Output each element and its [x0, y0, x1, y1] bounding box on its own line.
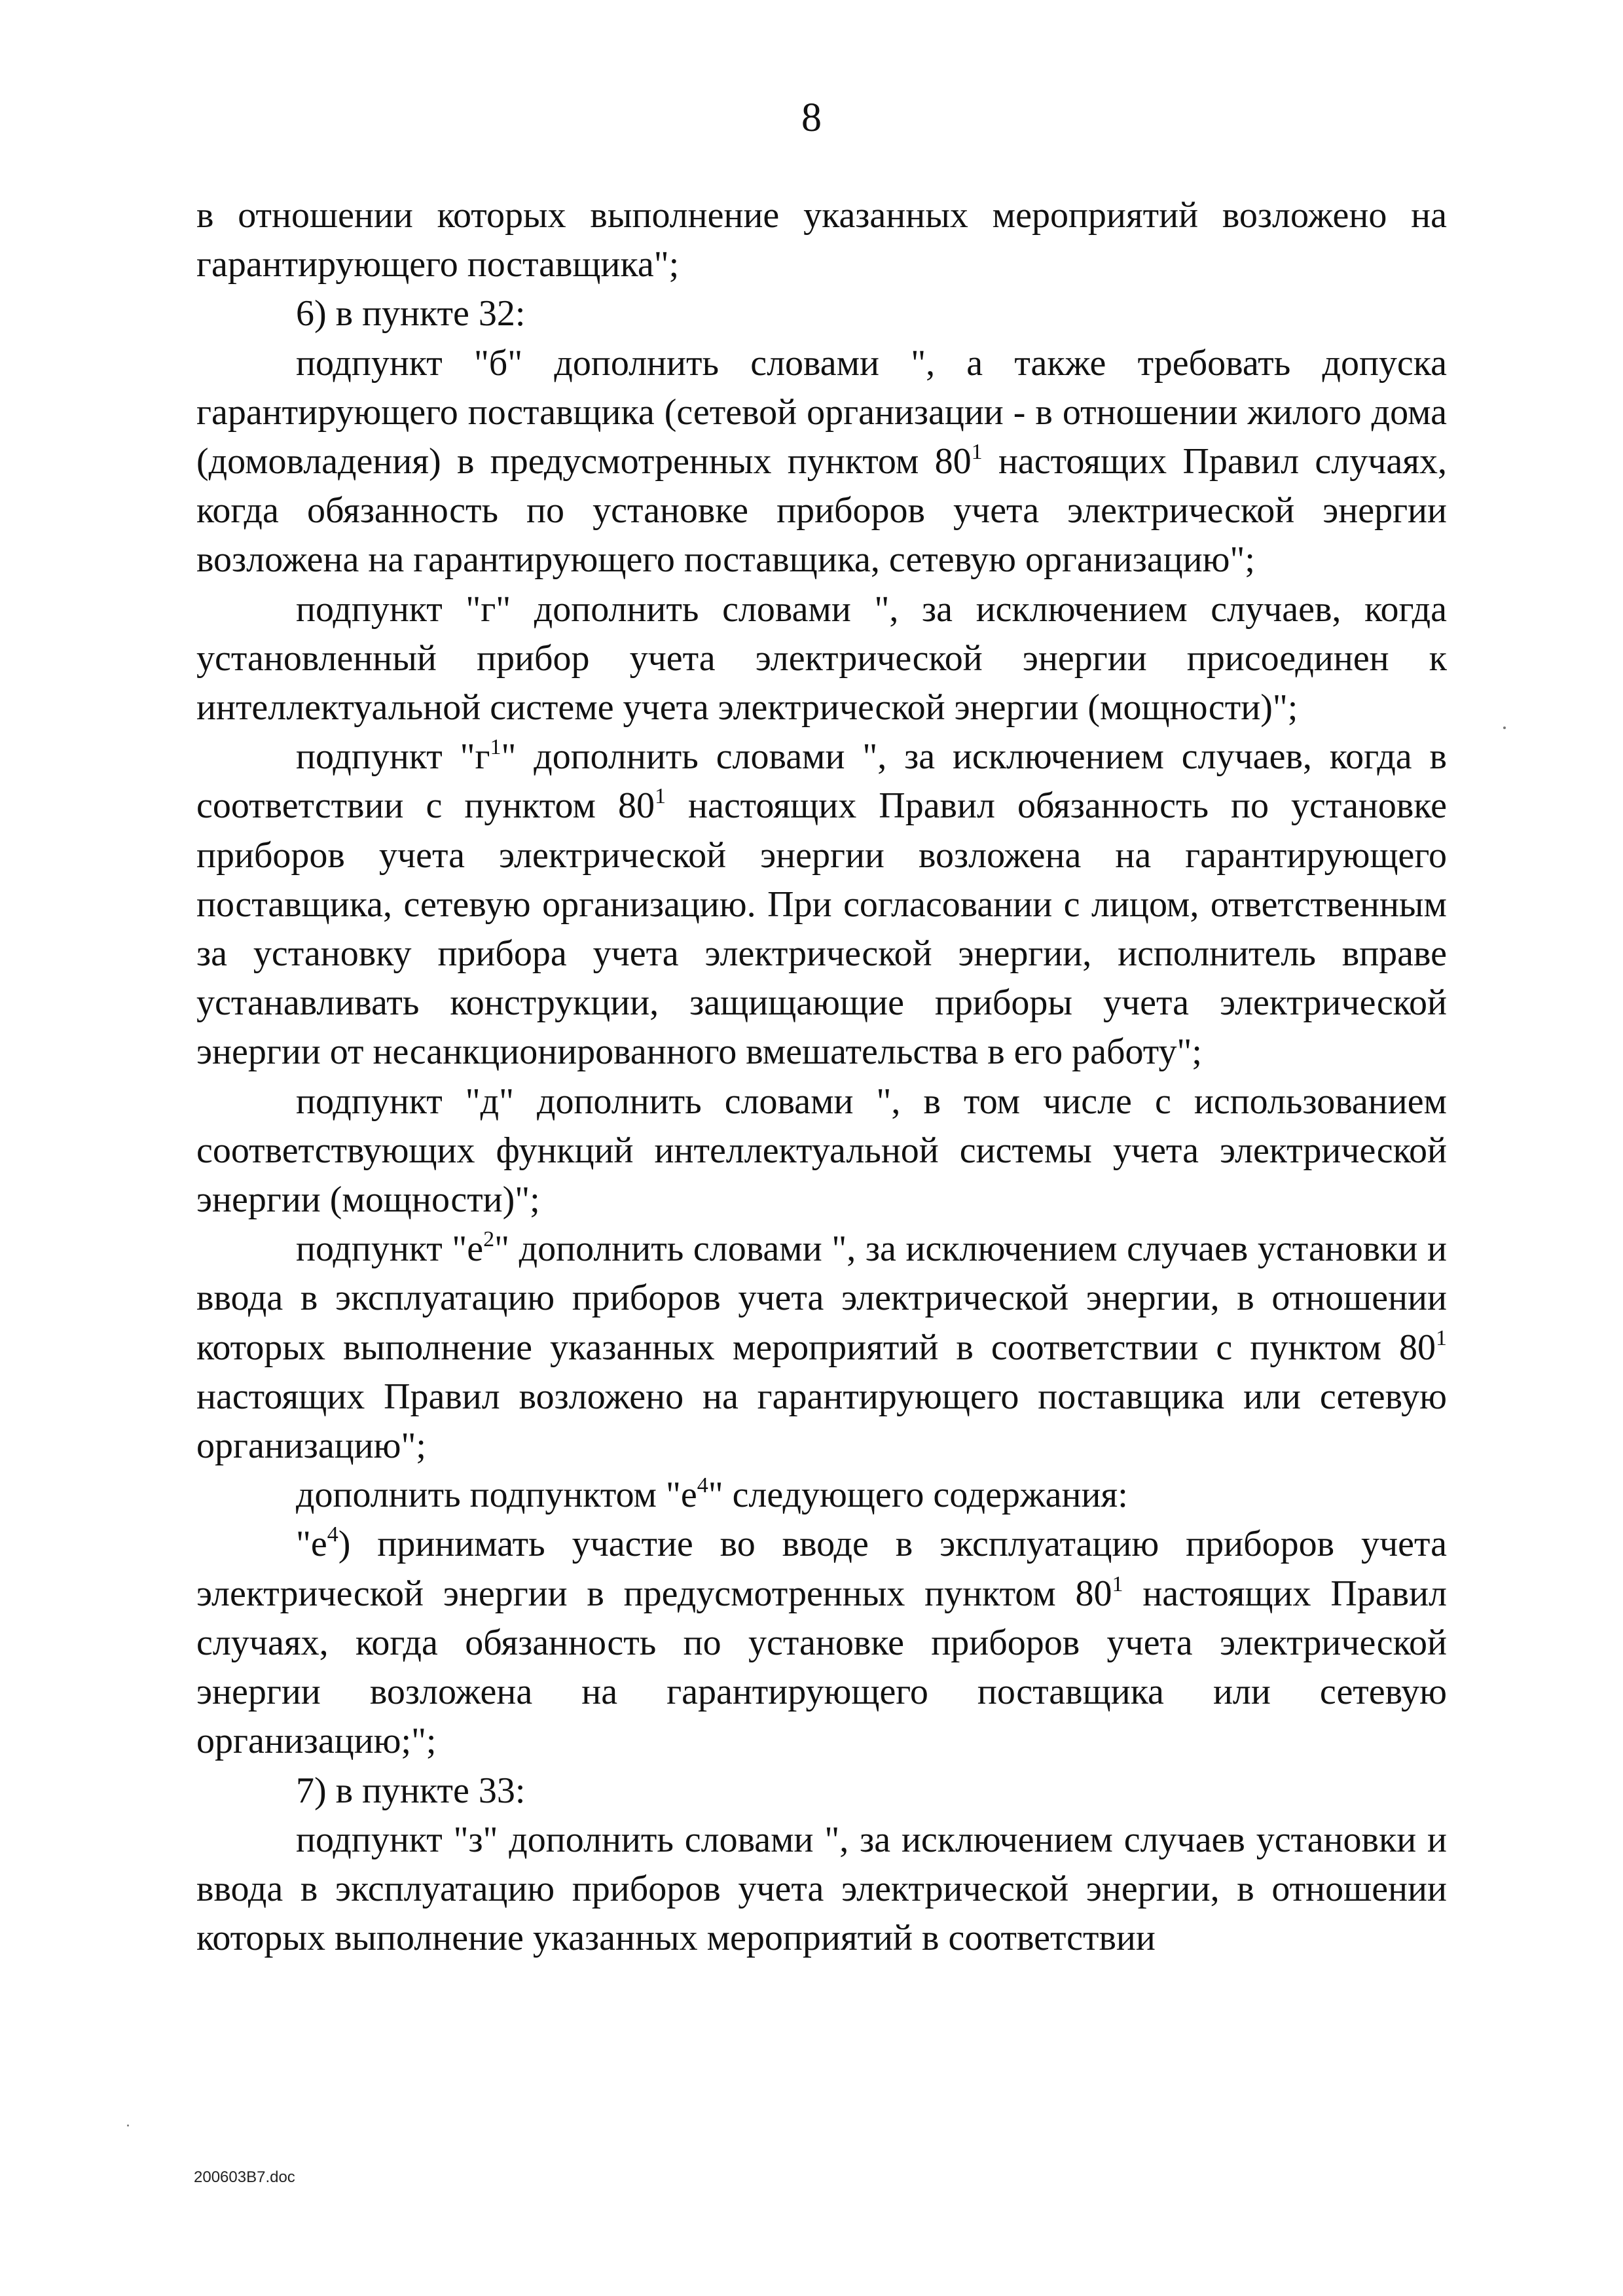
paragraph-subitem-g: подпункт "г" дополнить словами ", за исключением случаев, когда установленный прибор учета электрической энергии присоединен к интеллектуальной системе учета электрической энергии (мощности)";	[196, 588, 1447, 728]
superscript: 1	[490, 735, 501, 760]
paragraph-subitem-e2: подпункт "$е^2$" дополнить словами ", за исключением случаев установки и ввода в эксплуатацию приборов учета электрической энергии, в отношении которых выполнение указанных мероприятий в соответствии с пунктом $80^1$ настоящих Правил возложено на гарантирующего поставщика или сетевую организацию";	[196, 1227, 1447, 1467]
paragraph-subitem-z: подпункт "з" дополнить словами ", за исключением случаев установки и ввода в эксплуатацию приборов учета электрической энергии, в отношении которых выполнение указанных мероприятий в соответствии	[196, 1819, 1447, 1959]
footer-filename: 200603B7.doc	[194, 2168, 295, 2186]
paragraph-subitem-d: подпункт "д" дополнить словами ", в том числе с использованием соответствующих функций интеллектуальной системы учета электрической энергии (мощности)";	[196, 1081, 1447, 1221]
superscript: 4	[697, 1473, 708, 1498]
superscript: 1	[1112, 1571, 1123, 1596]
superscript: 1	[654, 784, 666, 809]
paragraph-item-6-heading: 6) в пункте 32:	[296, 293, 526, 334]
page-number: 8	[801, 96, 822, 140]
superscript: 1	[1436, 1325, 1447, 1350]
scan-speck	[127, 2125, 129, 2126]
paragraph-subitem-e4-text: "$е^4$) принимать участие во вводе в эксплуатацию приборов учета электрической энергии в предусмотренных пунктом $80^1$ настоящих Правил случаях, когда обязанность по установке приборов учета электрической энергии возложена на гарантирующего поставщика или сетевую организацию;";	[196, 1522, 1447, 1762]
paragraph-subitem-g1: подпункт "$г^1$" дополнить словами ", за исключением случаев, когда в соответствии с пунктом $80^1$ настоящих Правил обязанность по установке приборов учета электрической энергии возложена на гарантирующего поставщика, сетевую организацию. При согласовании с лицом, ответственным за установку прибора учета электрической энергии, исполнитель вправе устанавливать конструкции, защищающие приборы учета электрической энергии от несанкционированного вмешательства в его работу";	[196, 735, 1447, 1073]
superscript: 2	[483, 1227, 495, 1252]
paragraph-subitem-b: подпункт "б" дополнить словами ", а также требовать допуска гарантирующего поставщика (сетевой организации - в отношении жилого дома (домовладения) в предусмотренных пунктом $80^1$ настоящих Правил случаях, когда обязанность по установке приборов учета электрической энергии возложена на гарантирующего поставщика, сетевую организацию";	[196, 342, 1447, 581]
paragraph-item-7-heading: 7) в пункте 33:	[296, 1770, 526, 1811]
superscript: 4	[327, 1522, 338, 1547]
paragraph-continuation: в отношении которых выполнение указанных мероприятий возложено на гарантирующего поставщика";	[196, 195, 1447, 285]
superscript: 1	[971, 440, 983, 465]
paragraph-add-subitem-e4: дополнить подпунктом "$е^4$" следующего содержания:	[296, 1473, 1128, 1516]
scan-speck	[1503, 726, 1506, 729]
document-body	[196, 191, 1447, 1963]
